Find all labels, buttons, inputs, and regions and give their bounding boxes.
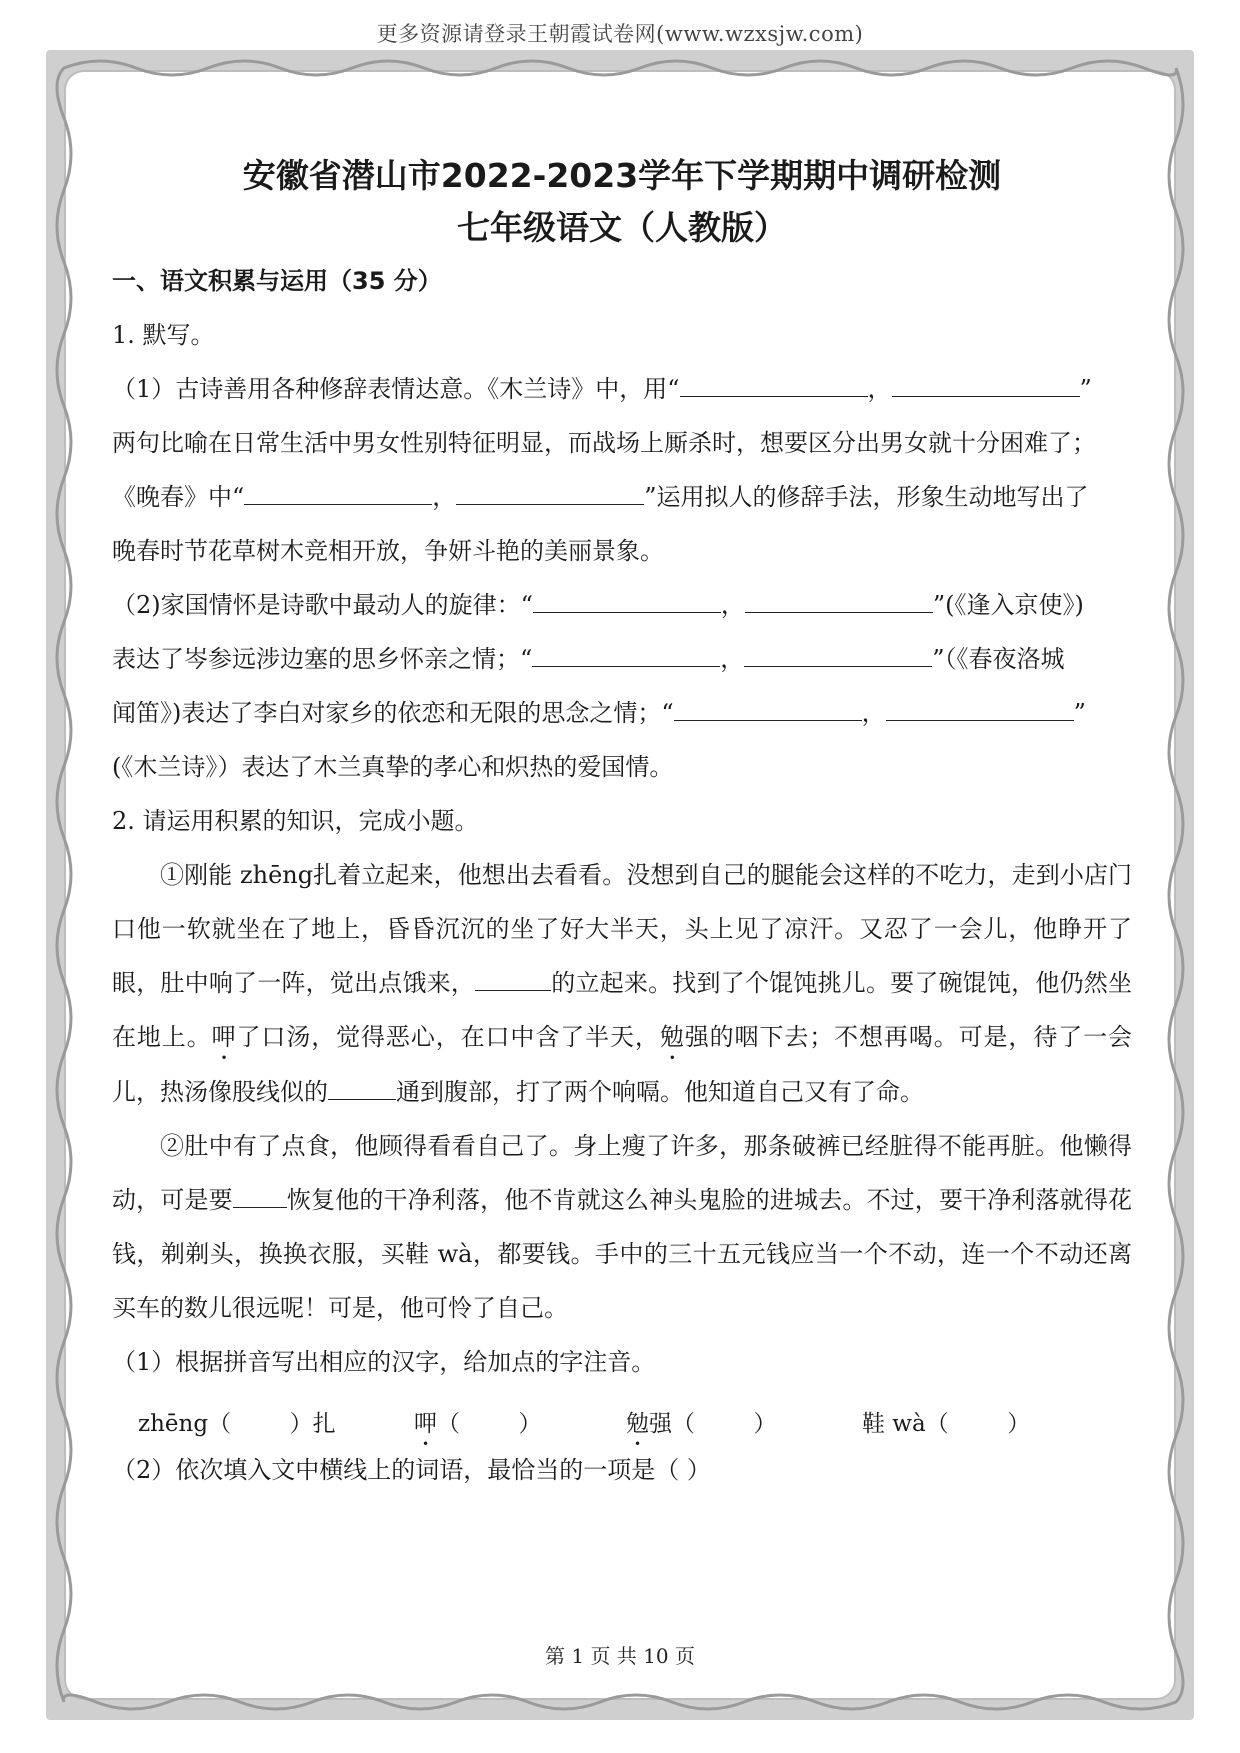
- pinyin-item-4[interactable]: 鞋 wà（ ）: [862, 1411, 1031, 1437]
- section-heading: 一、语文积累与运用（35 分）: [112, 267, 442, 295]
- text: （ ）: [437, 1411, 542, 1437]
- page-title: 安徽省潜山市2022-2023学年下学期期中调研检测: [242, 156, 1002, 195]
- question-1-part-2: [112, 578, 1132, 794]
- question-2: 2. 请运用积累的知识，完成小题。: [112, 807, 479, 835]
- dotted-char: 勉: [659, 1023, 685, 1051]
- text: ”: [1079, 375, 1092, 403]
- text: ，: [720, 591, 745, 619]
- dotted-char: 勉: [626, 1411, 649, 1437]
- document-body: [112, 150, 1132, 1497]
- pinyin-item-1[interactable]: zhēng（ ）扎: [138, 1411, 336, 1437]
- question-1: 1. 默写。: [112, 321, 215, 349]
- text: (《木兰诗》）表达了木兰真挚的孝心和炽热的爱国情。: [112, 753, 674, 781]
- answer-blank[interactable]: [456, 474, 644, 505]
- text: 两句比喻在日常生活中男女性别特征明显，而战场上厮杀时，想要区分出男女就十分困难了；: [112, 429, 1096, 457]
- page-footer: 第 1 页 共 10 页: [545, 1644, 695, 1668]
- answer-blank[interactable]: [233, 1177, 287, 1208]
- sub-question-2: （2）依次填入文中横线上的词语，最恰当的一项是（ ）: [112, 1456, 711, 1484]
- text: 《晚春》中“: [112, 483, 245, 511]
- text: 晚春时节花草树木竞相开放，争妍斗艳的美丽景象。: [112, 537, 664, 565]
- dotted-char: 呷: [211, 1023, 237, 1051]
- text: ”（《春夜洛城: [932, 645, 1065, 673]
- text: 强（ ）: [649, 1411, 777, 1437]
- text: 恢复他的干净利落，他不肯就这么神头鬼脸的进城去。不过，要干净利落就得花钱，剃剃头，换换衣服，买鞋 wà，都要钱。手中的三十五元钱应当一个不动，连一个不动还离买车的数儿很远呢！可是，他可怜了自己。: [112, 1186, 1132, 1322]
- text: ，: [861, 699, 886, 727]
- question-1-part-1: [112, 362, 1132, 578]
- text: 闻笛》)表达了李白对家乡的依恋和无限的思念之情；“: [112, 699, 674, 727]
- text: （1）古诗善用各种修辞表情达意。《木兰诗》中，用“: [112, 375, 680, 403]
- text: ”(《逢入京使》): [932, 591, 1084, 619]
- answer-blank[interactable]: [745, 582, 933, 613]
- text: ，: [432, 483, 457, 511]
- answer-blank[interactable]: [328, 1069, 396, 1100]
- sub-question-1: （1）根据拼音写出相应的汉字，给加点的字注音。: [112, 1348, 656, 1376]
- text: （2)家国情怀是诗歌中最动人的旋律：“: [112, 591, 533, 619]
- passage-paragraph-1: [112, 848, 1132, 1119]
- answer-blank[interactable]: [533, 582, 721, 613]
- text: 的立起来。找到了个馄饨挑儿。要了碗馄饨，他仍然坐在地上。: [112, 969, 1132, 1051]
- answer-blank[interactable]: [680, 366, 868, 397]
- text: ，: [867, 375, 892, 403]
- text: ①刚能 zhēng扎着立起来，他想出去看看。没想到自己的腿能会这样的不吃力，走到小店门口他一软就坐在了地上，昏昏沉沉的坐了好大半天，头上见了凉汗。又忍了一会儿，他睁开了眼，肚中响了一阵，觉出点饿来，: [112, 861, 1132, 997]
- page-subtitle: 七年级语文（人教版）: [457, 208, 787, 247]
- dotted-char: 呷: [414, 1411, 437, 1437]
- text: ，: [720, 645, 745, 673]
- text: ”: [1073, 699, 1086, 727]
- answer-blank[interactable]: [892, 366, 1080, 397]
- answer-blank[interactable]: [244, 474, 432, 505]
- text: 强的咽下去；不想再喝。可是，待了一会儿，热汤像股线似的: [112, 1023, 1133, 1106]
- answer-blank[interactable]: [475, 960, 551, 991]
- passage-paragraph-2: [112, 1119, 1132, 1335]
- text: ②肚中有了点食，他顾得看看自己了。身上瘦了许多，那条破裤已经脏得不能再脏。他懒得动，可是要: [112, 1132, 1132, 1214]
- text: 表达了岑参远涉边塞的思乡怀亲之情；“: [112, 645, 533, 673]
- answer-blank[interactable]: [886, 690, 1074, 721]
- text: ”运用拟人的修辞手法，形象生动地写出了: [644, 483, 1089, 511]
- site-banner: 更多资源请登录王朝霞试卷网(www.wzxsjw.com): [376, 22, 864, 46]
- answer-blank[interactable]: [532, 636, 720, 667]
- answer-blank[interactable]: [674, 690, 862, 721]
- text: 了口汤，觉得恶心，在口中含了半天，: [236, 1023, 660, 1051]
- text: 通到腹部，打了两个响嗝。他知道自己又有了命。: [396, 1078, 924, 1106]
- answer-blank[interactable]: [744, 636, 932, 667]
